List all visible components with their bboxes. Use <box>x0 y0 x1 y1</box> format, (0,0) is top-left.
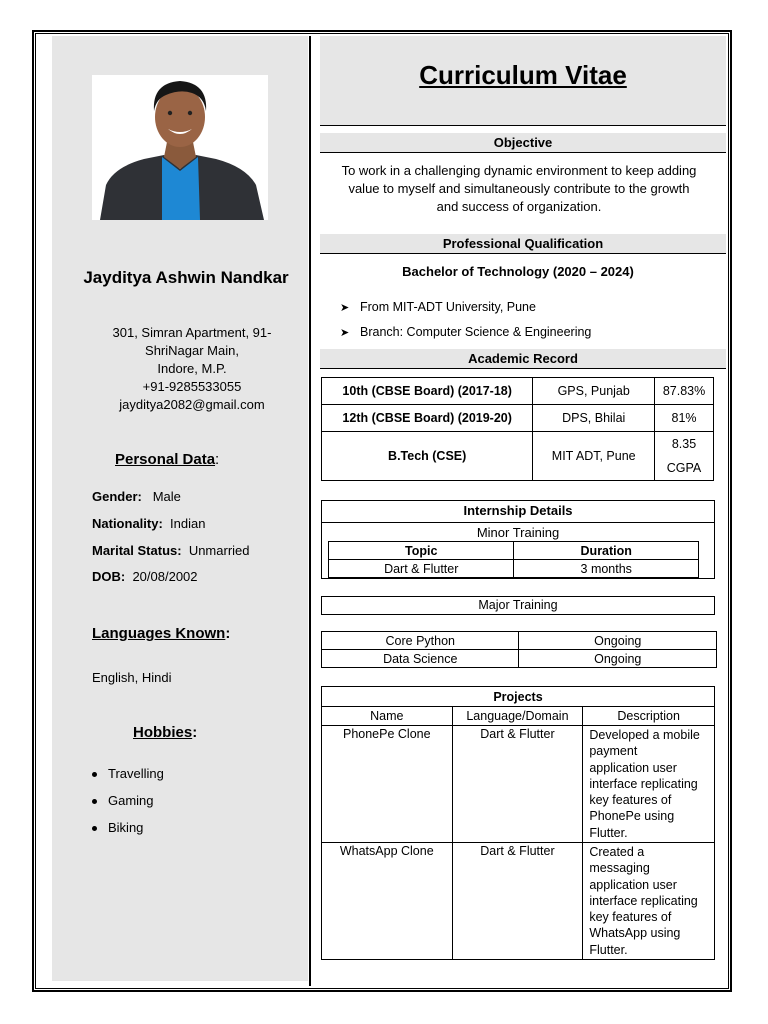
table-row <box>329 542 699 560</box>
hobby-item: Gaming <box>91 793 164 820</box>
status-cell: Ongoing <box>519 632 717 650</box>
objective-line: value to myself and simultaneously contribute to the growth <box>348 181 690 196</box>
projects-table <box>321 686 715 960</box>
duration-header: Duration <box>514 542 699 560</box>
table-row <box>329 560 699 578</box>
table-row <box>322 432 714 481</box>
dob-value: 20/08/2002 <box>132 569 198 584</box>
marital-status-row <box>92 543 250 558</box>
topic-cell: Data Science <box>322 650 519 668</box>
exam-cell: 12th (CBSE Board) (2019-20) <box>322 405 533 432</box>
title-rule <box>320 125 726 126</box>
phone-number: +91-9285533055 <box>142 379 242 394</box>
hobby-item: Travelling <box>91 766 164 793</box>
objective-text <box>324 162 714 216</box>
project-name-cell: PhonePe Clone <box>322 726 453 843</box>
languages-heading: Languages Known: <box>92 625 231 642</box>
hobbies-heading: Hobbies: <box>133 724 198 741</box>
hobby-item: Biking <box>91 820 164 847</box>
score-cell: 81% <box>655 405 714 432</box>
languages-value: English, Hindi <box>92 670 172 685</box>
nationality-row <box>92 516 205 531</box>
personal-data-heading: Personal Data: <box>115 451 220 468</box>
project-desc-cell: Developed a mobile payment application user interface replicating key features of PhonePe using Flutter. <box>583 726 715 843</box>
project-lang-cell: Dart & Flutter <box>452 843 583 960</box>
dob-row <box>92 569 198 584</box>
score-cell: 87.83% <box>655 378 714 405</box>
gender-row <box>92 489 181 504</box>
lang-header: Language/Domain <box>452 707 583 726</box>
dob-label: DOB: <box>92 569 126 584</box>
score-cell: 8.35 CGPA <box>655 432 714 481</box>
minor-training-table <box>328 541 699 578</box>
major-training-label: Major Training <box>321 596 715 615</box>
desc-header: Description <box>583 707 715 726</box>
school-cell: GPS, Punjab <box>533 378 655 405</box>
profile-photo <box>92 75 268 220</box>
table-row <box>322 687 715 707</box>
table-row <box>322 378 714 405</box>
table-row <box>322 707 715 726</box>
arrow-bullet-icon: ➤ <box>340 327 350 339</box>
column-divider <box>309 36 311 986</box>
nationality-label: Nationality: <box>92 516 163 531</box>
topic-header: Topic <box>329 542 514 560</box>
school-cell: MIT ADT, Pune <box>533 432 655 481</box>
project-lang-cell: Dart & Flutter <box>452 726 583 843</box>
address-line-3: Indore, M.P. <box>157 361 227 376</box>
academic-heading: Academic Record <box>320 349 726 369</box>
name-header: Name <box>322 707 453 726</box>
status-cell: Ongoing <box>519 650 717 668</box>
projects-heading: Projects <box>322 687 715 707</box>
academic-table <box>321 377 714 481</box>
marital-status-value: Unmarried <box>188 543 250 558</box>
table-row <box>322 632 717 650</box>
qualification-point: ➤ From MIT-ADT University, Pune <box>340 300 536 314</box>
hobbies-list <box>91 766 164 847</box>
contact-block <box>52 324 332 414</box>
qualification-point: ➤ Branch: Computer Science & Engineering <box>340 325 592 339</box>
marital-status-label: Marital Status: <box>92 543 182 558</box>
internship-heading: Internship Details <box>322 501 714 523</box>
objective-line: and success of organization. <box>436 199 602 214</box>
objective-line: To work in a challenging dynamic environment to keep adding <box>341 163 697 178</box>
table-row <box>322 726 715 843</box>
duration-cell: 3 months <box>514 560 699 578</box>
address-line-1: 301, Simran Apartment, 91- <box>112 325 272 340</box>
email-address: jayditya2082@gmail.com <box>119 397 265 412</box>
topic-cell: Core Python <box>322 632 519 650</box>
objective-heading: Objective <box>320 133 726 153</box>
gender-label: Gender: <box>92 489 142 504</box>
qualification-heading: Professional Qualification <box>320 234 726 254</box>
exam-cell: 10th (CBSE Board) (2017-18) <box>322 378 533 405</box>
table-row <box>322 405 714 432</box>
topic-cell: Dart & Flutter <box>329 560 514 578</box>
minor-training-label: Minor Training <box>476 525 560 540</box>
internship-box <box>321 500 715 579</box>
candidate-name: Jayditya Ashwin Nandkar <box>83 268 289 287</box>
project-desc-cell: Created a messaging application user interface replicating key features of WhatsApp using Flutter. <box>583 843 715 960</box>
nationality-value: Indian <box>170 516 206 531</box>
address-line-2: ShriNagar Main, <box>145 343 239 358</box>
school-cell: DPS, Bhilai <box>533 405 655 432</box>
gender-value: Male <box>152 489 181 504</box>
table-row <box>322 843 715 960</box>
arrow-bullet-icon: ➤ <box>340 302 350 314</box>
project-name-cell: WhatsApp Clone <box>322 843 453 960</box>
page-title: Curriculum Vitae <box>419 60 627 90</box>
degree-title: Bachelor of Technology (2020 – 2024) <box>402 264 634 279</box>
exam-cell: B.Tech (CSE) <box>322 432 533 481</box>
major-training-table <box>321 631 717 668</box>
table-row <box>322 650 717 668</box>
